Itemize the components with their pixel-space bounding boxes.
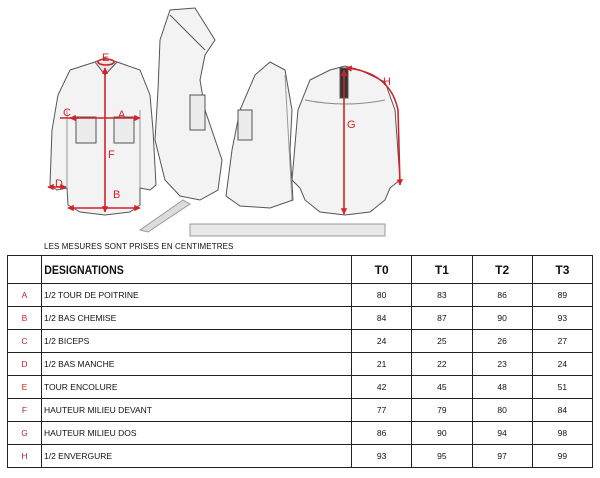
row-value-t3: 98 [532,422,592,445]
row-code: A [8,284,42,307]
row-label: 1/2 BICEPS [42,330,352,353]
row-code: E [8,376,42,399]
header-size-t2: T2 [472,256,532,284]
row-value-t0: 86 [352,422,412,445]
label-h: H [383,76,391,88]
fold-shadow-2 [190,224,385,236]
table-row [8,284,593,307]
row-value-t0: 21 [352,353,412,376]
row-value-t1: 90 [412,422,472,445]
row-value-t2: 90 [472,307,532,330]
shirt-side-view-1 [155,8,222,200]
row-value-t3: 27 [532,330,592,353]
row-code: F [8,399,42,422]
row-value-t1: 83 [412,284,472,307]
row-label: HAUTEUR MILIEU DOS [42,422,352,445]
label-e: E [102,52,110,64]
size-chart-table [7,255,593,468]
row-value-t0: 80 [352,284,412,307]
row-code: G [8,422,42,445]
row-value-t2: 86 [472,284,532,307]
row-label: 1/2 TOUR DE POITRINE [42,284,352,307]
row-label: 1/2 BAS CHEMISE [42,307,352,330]
row-value-t0: 84 [352,307,412,330]
row-value-t2: 23 [472,353,532,376]
label-a: A [118,109,126,121]
row-value-t0: 42 [352,376,412,399]
table-row [8,353,593,376]
row-value-t1: 95 [412,445,472,468]
row-value-t2: 48 [472,376,532,399]
row-value-t1: 22 [412,353,472,376]
label-f: F [108,149,115,161]
shirt-back-view [292,66,400,215]
row-code: B [8,307,42,330]
row-value-t0: 77 [352,399,412,422]
row-value-t0: 93 [352,445,412,468]
row-value-t3: 84 [532,399,592,422]
row-value-t2: 80 [472,399,532,422]
header-size-t0: T0 [352,256,412,284]
measurement-note: LES MESURES SONT PRISES EN CENTIMETRES [44,242,234,251]
header-designations: DESIGNATIONS [42,256,315,284]
header-blank-cell [8,256,42,284]
header-size-t3: T3 [532,256,592,284]
row-value-t0: 24 [352,330,412,353]
table-row [8,445,593,468]
table-row [8,330,593,353]
row-code: H [8,445,42,468]
row-value-t1: 87 [412,307,472,330]
row-value-t3: 99 [532,445,592,468]
table-header-row [8,256,593,284]
row-value-t1: 79 [412,399,472,422]
row-value-t3: 89 [532,284,592,307]
row-code: D [8,353,42,376]
row-value-t3: 51 [532,376,592,399]
row-label: 1/2 BAS MANCHE [42,353,352,376]
shirt-side-view-2 [226,62,293,208]
row-value-t1: 25 [412,330,472,353]
row-value-t3: 24 [532,353,592,376]
table-row [8,422,593,445]
row-value-t2: 97 [472,445,532,468]
row-value-t2: 26 [472,330,532,353]
row-label: TOUR ENCOLURE [42,376,352,399]
row-value-t2: 94 [472,422,532,445]
table-row [8,399,593,422]
label-d: D [55,178,63,190]
label-c: C [63,107,71,119]
row-value-t3: 93 [532,307,592,330]
label-b: B [113,189,121,201]
header-size-t1: T1 [412,256,472,284]
garment-illustration [0,0,600,238]
row-value-t1: 45 [412,376,472,399]
row-code: C [8,330,42,353]
row-label: 1/2 ENVERGURE [42,445,352,468]
table-row [8,307,593,330]
fold-shadow-1 [140,200,190,232]
row-label: HAUTEUR MILIEU DEVANT [42,399,352,422]
table-row [8,376,593,399]
shirt-front-view [50,58,156,215]
label-g: G [347,119,356,131]
